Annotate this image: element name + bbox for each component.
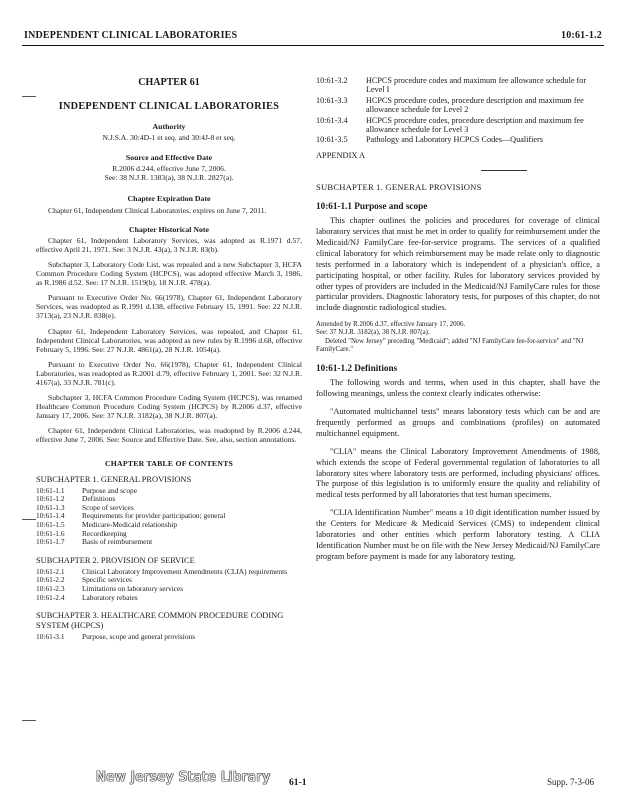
margin-mark bbox=[22, 519, 36, 520]
toc-item bbox=[36, 585, 302, 594]
toc-item bbox=[316, 135, 600, 144]
toc-item-number: 10:61-1.4 bbox=[36, 511, 65, 521]
section-paragraph: The following words and terms, when used in this chapter, shall have the following meanings, unless the context clearly indicates otherwise: bbox=[316, 378, 600, 399]
authority-text: N.J.S.A. 30:4D-1 et seq. and 30:4J-8 et seq. bbox=[102, 133, 236, 143]
history-paragraph: Chapter 61, Independent Clinical Laboratories, was readopted by R.2006 d.244, effective June 7, 2006. See: Source and Effective Date. See, also, section annotations. bbox=[36, 426, 302, 445]
running-header bbox=[24, 30, 602, 41]
toc-item-number: 10:61-1.7 bbox=[36, 537, 65, 547]
toc-item-title: Scope of services bbox=[82, 502, 134, 512]
definition-paragraph: "CLIA" means the Clinical Laboratory Improvement Amendments of 1988, which extends the scope of Federal governmental regulation of laboratories to all laboratory sites where laboratory tests are performed, including physicians' offices. The purpose of this legislation is to uniformly ensure the quality and reliability of medical tests performed by all laboratories that test human specimens. bbox=[316, 446, 600, 500]
definition-paragraph: "CLIA Identification Number" means a 10 digit identification number issued by the Centers for Medicare & Medicaid Services (CMS) to independent clinical laboratories and other entities which perform laboratory testing. A CLIA Identification Number must be on file with the New Jersey Medicaid/NJ FamilyCare program before payment is made for any laboratory testing. bbox=[316, 508, 600, 561]
toc-item bbox=[316, 76, 600, 95]
toc-item-title: HCPCS procedure codes and maximum fee allowance schedule for Level I bbox=[366, 76, 587, 95]
toc-item-title: Limitations on laboratory services bbox=[82, 583, 184, 593]
header-chapter-title: INDEPENDENT CLINICAL LABORATORIES bbox=[24, 30, 238, 41]
toc-item-title: Specific services bbox=[82, 575, 132, 585]
toc-item-number: 10:61-1.6 bbox=[36, 528, 65, 538]
toc-item bbox=[36, 568, 302, 577]
toc-item-title: Medicare-Medicaid relationship bbox=[82, 520, 178, 529]
toc-item-number: 10:61-3.5 bbox=[316, 135, 348, 145]
chapter-number: CHAPTER 61 bbox=[138, 77, 200, 88]
toc-item-title: HCPCS procedure codes, procedure description and maximum fee allowance schedule for Level 2 bbox=[366, 95, 584, 115]
section-divider bbox=[481, 170, 527, 171]
toc-item-number: 10:61-2.4 bbox=[36, 592, 65, 602]
toc-item-number: 10:61-3.2 bbox=[316, 76, 348, 85]
toc-item-number: 10:61-1.1 bbox=[36, 485, 65, 495]
expiration-heading: Chapter Expiration Date bbox=[127, 194, 211, 204]
history-paragraph: Pursuant to Executive Order No. 66(1978), Chapter 61, Independent Laboratory Services, was readopted as R.1991 d.138, effective February 15, 1991. See: 22 N.J.R. 3713(a), 23 N.J.R. 838(e). bbox=[36, 293, 302, 321]
toc-item bbox=[36, 633, 302, 642]
history-paragraph: Pursuant to Executive Order No. 66(1978), Chapter 61, Independent Clinical Laboratories, was readopted as R.2001 d.79, effective February 1, 2001. See: 32 N.J.R. 4167(a), 33 N.J.R. 781(c). bbox=[36, 359, 302, 387]
toc-item-number: 10:61-1.2 bbox=[36, 494, 65, 504]
toc-subchapter-heading: SUBCHAPTER 2. PROVISION OF SERVICE bbox=[36, 555, 195, 565]
toc-item-number: 10:61-2.1 bbox=[36, 566, 65, 576]
toc-item-title: Purpose and scope bbox=[82, 485, 138, 495]
toc-item bbox=[316, 116, 600, 135]
margin-mark bbox=[22, 96, 36, 97]
section-paragraph: This chapter outlines the policies and procedures for coverage of clinical laboratory services that must be met in order to qualify for reimbursement under the Medicaid/NJ FamilyCare fee-for-service programs. The services of a qualified clinical laboratory for which reimbursement may be made relate only to diagnostic tests performed in a laboratory which is independent of a physician's office, a participating hospital, or other facility. Rules for laboratory services provided by other types of providers are included in the Medicaid/NJ FamilyCare rules for those particular providers. Diagnostic laboratory tests, for purposes of this chapter, do not include diagnostic radiological studies. bbox=[316, 216, 600, 313]
expiration-text: Chapter 61, Independent Clinical Laboratories, expires on June 7, 2011. bbox=[48, 205, 267, 215]
toc-item bbox=[36, 538, 302, 547]
section-heading: 10:61-1.2 Definitions bbox=[316, 363, 398, 374]
margin-mark bbox=[22, 720, 36, 721]
toc-item-number: 10:61-1.5 bbox=[36, 520, 65, 529]
authority-heading: Authority bbox=[152, 122, 186, 131]
toc-item bbox=[36, 530, 302, 539]
supplement-date: Supp. 7-3-06 bbox=[547, 777, 594, 787]
toc-item-number: 10:61-3.4 bbox=[316, 115, 348, 125]
toc-item-title: Definitions bbox=[82, 494, 116, 504]
header-section-number: 10:61-1.2 bbox=[561, 30, 602, 41]
library-watermark: New Jersey State Library bbox=[96, 770, 271, 785]
source-heading: Source and Effective Date bbox=[125, 153, 213, 163]
definition-paragraph: "Automated multichannel tests" means laboratory tests which can be and are frequently performed as groups and combinations (profiles) on automated multichannel equipment. bbox=[316, 407, 600, 438]
toc-item-title: Pathology and Laboratory HCPCS Codes—Qualifiers bbox=[366, 135, 543, 145]
toc-item-number: 10:61-3.3 bbox=[316, 95, 348, 105]
toc-item-number: 10:61-2.3 bbox=[36, 583, 65, 593]
section-heading: 10:61-1.1 Purpose and scope bbox=[316, 201, 428, 212]
toc-item-number: 10:61-3.1 bbox=[36, 632, 65, 642]
history-paragraph: Subchapter 3, Laboratory Code List, was repealed and a new Subchapter 3, HCFA Common Procedure Coding System (HCPCS), was adopted effective March 3, 1986, as R.1986 d.52. See: 17 N.J.R. 1519(b), 18 N.J.R. 478(a). bbox=[36, 259, 302, 288]
toc-item bbox=[316, 96, 600, 115]
history-paragraph: Chapter 61, Independent Laboratory Services, was repealed, and Chapter 61, Independent Clinical Laboratories, was adopted as new rules by R.1996 d.68, effective February 5, 1996. See: 27 N.J.R. 4861(a), 28 N.J.R. 1054(a). bbox=[36, 326, 302, 354]
toc-item-title: Laboratory rebates bbox=[82, 592, 138, 602]
amendment-line: See: 37 N.J.R. 3182(a), 38 N.J.R. 807(a). bbox=[316, 329, 430, 337]
toc-item bbox=[36, 594, 302, 603]
amendment-note bbox=[316, 321, 600, 354]
page-number: 61-1 bbox=[289, 777, 307, 788]
toc-item-number: 10:61-2.2 bbox=[36, 575, 65, 585]
toc-item bbox=[36, 495, 302, 504]
toc-title: CHAPTER TABLE OF CONTENTS bbox=[104, 458, 234, 468]
toc-item bbox=[36, 487, 302, 496]
history-paragraph: Subchapter 3, HCFA Common Procedure Coding System (HCPCS), was renamed Healthcare Common Procedure Coding System (HCPCS) by R.2006 d.37, effective January 17, 2006. See: 37 N.J.R. 3182(a), 38 N.J.R. 807(a). bbox=[36, 393, 302, 421]
toc-item bbox=[36, 521, 302, 530]
amendment-line: Deleted "New Jersey" preceding "Medicaid"; added "NJ FamilyCare fee-for-service" and "NJ FamilyCare." bbox=[316, 337, 584, 353]
source-text: R.2006 d.244, effective June 7, 2006. bbox=[112, 164, 226, 174]
toc-item-title: Recordkeeping bbox=[82, 528, 127, 538]
right-column bbox=[316, 76, 600, 570]
toc-subchapter-heading: SUBCHAPTER 3. HEALTHCARE COMMON PROCEDURE CODING SYSTEM (HCPCS) bbox=[36, 611, 284, 631]
toc-item-title: Clinical Laboratory Improvement Amendments (CLIA) requirements bbox=[82, 566, 288, 576]
toc-appendix: APPENDIX A bbox=[316, 150, 366, 160]
toc-item-number: 10:61-1.3 bbox=[36, 502, 65, 512]
chapter-title: INDEPENDENT CLINICAL LABORATORIES bbox=[58, 101, 280, 112]
left-column bbox=[36, 76, 302, 642]
toc-item-title: Basis of reimbursement bbox=[82, 537, 153, 547]
source-citation: See: 38 N.J.R. 1383(a), 38 N.J.R. 2827(a). bbox=[104, 173, 234, 183]
toc-item-title: Requirements for provider participation; general bbox=[82, 511, 226, 521]
amendment-line: Amended by R.2006 d.37, effective January 17, 2006. bbox=[316, 321, 466, 329]
header-rule bbox=[22, 45, 604, 46]
toc-subchapter-heading: SUBCHAPTER 1. GENERAL PROVISIONS bbox=[36, 474, 192, 484]
toc-item-title: HCPCS procedure codes, procedure description and maximum fee allowance schedule for Level 3 bbox=[366, 115, 584, 135]
history-paragraph: Chapter 61, Independent Laboratory Services, was adopted as R.1971 d.57, effective April 21, 1971. See: 3 N.J.R. 43(a), 3 N.J.R. 83(b). bbox=[36, 235, 302, 254]
subchapter-heading: SUBCHAPTER 1. GENERAL PROVISIONS bbox=[316, 181, 482, 192]
history-heading: Chapter Historical Note bbox=[129, 224, 209, 234]
toc-item-title: Purpose, scope and general provisions bbox=[82, 632, 196, 642]
